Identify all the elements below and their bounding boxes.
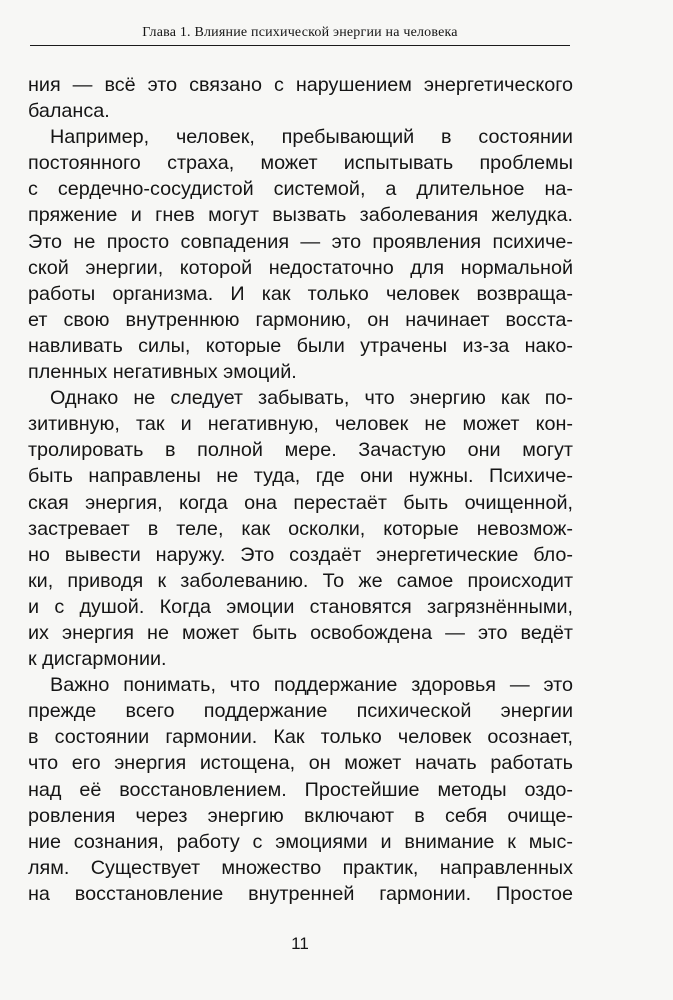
text-line: Важно понимать, что поддержание здоровья — это bbox=[50, 674, 573, 697]
text-line: Например, человек, пребывающий в состоянии bbox=[50, 126, 573, 149]
main-text bbox=[28, 72, 573, 907]
text-line: что его энергия истощена, он может начать работать bbox=[28, 752, 573, 775]
text-line: ния — всё это связано с нарушением энергетического bbox=[28, 74, 573, 96]
running-header: Глава 1. Влияние психической энергии на человека bbox=[142, 25, 458, 40]
text-line: прежде всего поддержание психической энергии bbox=[28, 700, 573, 723]
text-line: Однако не следует забывать, что энергию как по- bbox=[50, 387, 573, 410]
text-line: и с душой. Когда эмоции становятся загрязнёнными, bbox=[28, 595, 573, 618]
text-line: их энергия не может быть освобождена — это ведёт bbox=[28, 621, 573, 644]
text-line: быть направлены не туда, где они нужны. Психиче- bbox=[28, 465, 573, 488]
text-line: к дисгармонии. bbox=[28, 648, 167, 671]
text-line: Это не просто совпадения — это проявления психиче- bbox=[28, 230, 573, 253]
text-line: работы организма. И как только человек возвраща- bbox=[28, 282, 573, 305]
text-line: постоянного страха, может испытывать проблемы bbox=[28, 152, 573, 175]
text-line: пряжение и гнев могут вызвать заболевания желудка. bbox=[28, 204, 573, 227]
text-line: ской энергии, которой недостаточно для нормальной bbox=[28, 256, 573, 279]
paragraph-1 bbox=[28, 72, 573, 124]
text-line: застревает в теле, как осколки, которые невозмож- bbox=[28, 517, 573, 540]
text-line: на восстановление внутренней гармонии. Простое bbox=[28, 882, 573, 905]
paragraph-2 bbox=[28, 124, 573, 385]
paragraph-4 bbox=[28, 672, 573, 907]
text-line: ние сознания, работу с эмоциями и внимание к мыс- bbox=[28, 830, 573, 853]
text-line: ет свою внутреннюю гармонию, он начинает восста- bbox=[28, 308, 573, 331]
header-divider bbox=[30, 45, 570, 46]
text-line: зитивную, так и негативную, человек не может кон- bbox=[28, 413, 573, 436]
page-number: 11 bbox=[291, 934, 309, 953]
text-line: тролировать в полной мере. Зачастую они могут bbox=[28, 439, 573, 462]
text-line: ская энергия, когда она перестаёт быть очищенной, bbox=[28, 491, 573, 514]
text-line: навливать силы, которые были утрачены из-за нако- bbox=[28, 334, 573, 357]
text-line: над её восстановлением. Простейшие методы оздо- bbox=[28, 778, 573, 801]
text-line: ровления через энергию включают в себя очище- bbox=[28, 804, 573, 827]
text-line: с сердечно-сосудистой системой, а длительное на- bbox=[28, 178, 573, 201]
text-line: баланса. bbox=[28, 100, 110, 123]
text-line: в состоянии гармонии. Как только человек осознает, bbox=[28, 726, 573, 749]
text-line: но вывести наружу. Это создаёт энергетические бло- bbox=[28, 543, 573, 566]
paragraph-3 bbox=[28, 385, 573, 672]
text-line: ки, приводя к заболеванию. То же самое происходит bbox=[28, 569, 573, 592]
text-line: лям. Существует множество практик, направленных bbox=[28, 856, 573, 879]
text-line: пленных негативных эмоций. bbox=[28, 361, 297, 384]
